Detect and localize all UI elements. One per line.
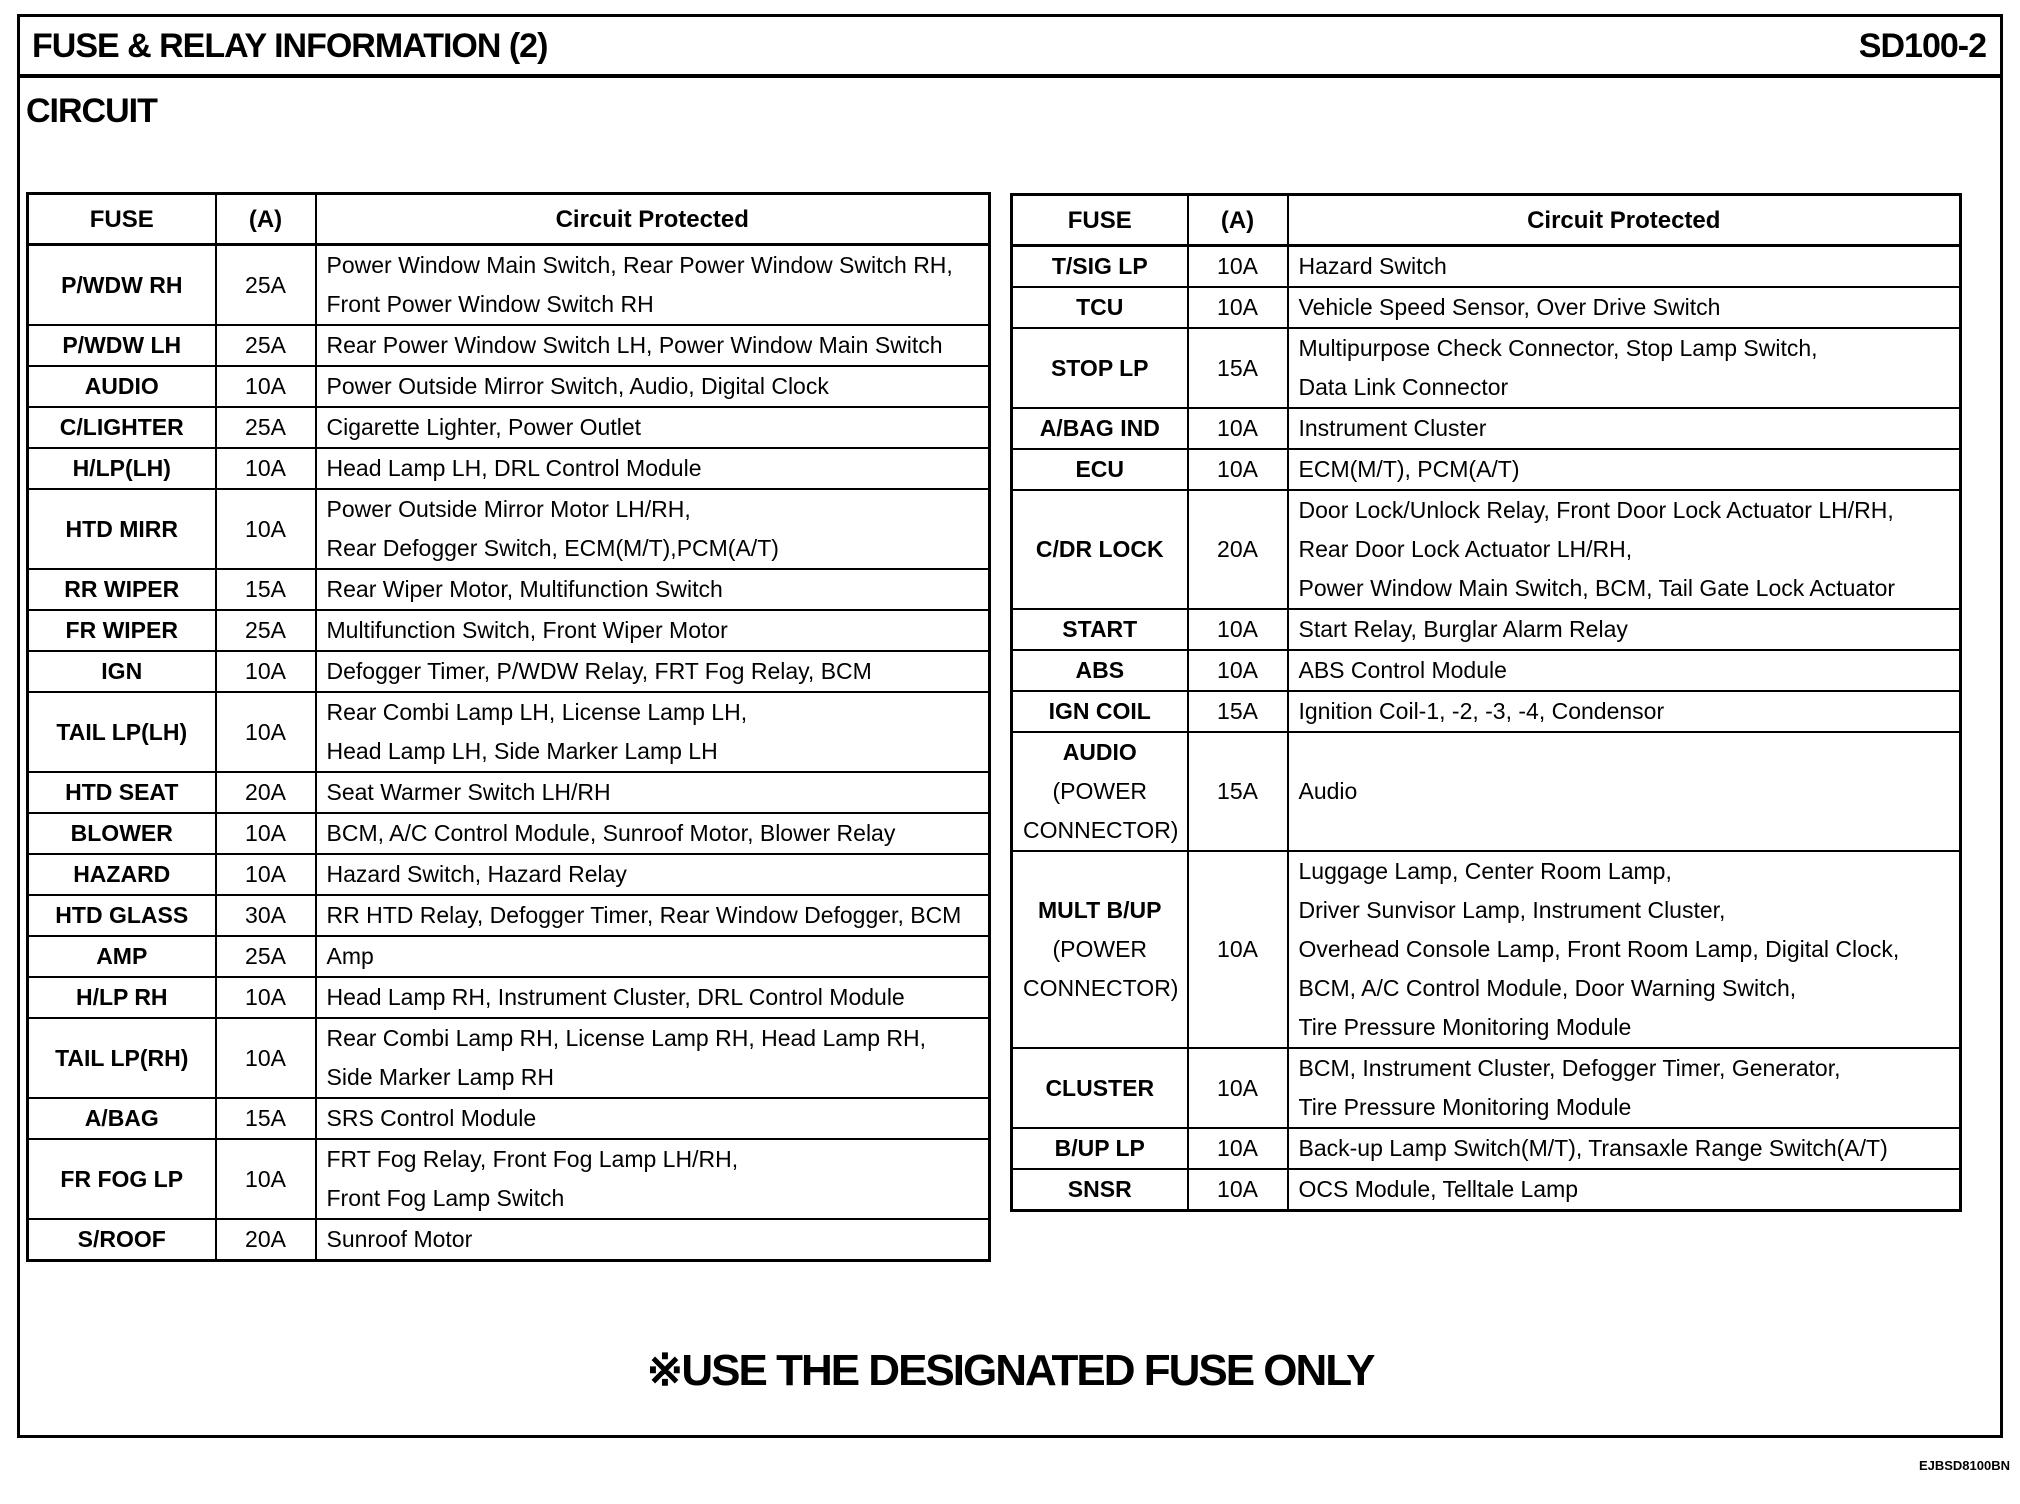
table-row <box>28 569 990 610</box>
fuse-name-cell: H/LP RH <box>28 977 216 1018</box>
table-header-row <box>1012 195 1961 246</box>
circuit-protected-cell: ECM(M/T), PCM(A/T) <box>1288 449 1961 490</box>
table-row <box>1012 1128 1961 1169</box>
amperage-cell: 10A <box>1188 246 1288 288</box>
circuit-protected-cell: Luggage Lamp, Center Room Lamp, Driver Sunvisor Lamp, Instrument Cluster, Overhead Console Lamp, Front Room Lamp, Digital Clock, BCM, A/C Control Module, Door Warning Switch, Tire Pressure Monitoring Module <box>1288 851 1961 1048</box>
fuse-table-left <box>26 192 991 1262</box>
column-header-amp: (A) <box>1188 195 1288 246</box>
table-row <box>1012 490 1961 609</box>
table-row <box>28 366 990 407</box>
amperage-cell: 10A <box>1188 1128 1288 1169</box>
section-title: CIRCUIT <box>26 92 157 130</box>
fuse-name-cell: STOP LP <box>1012 328 1188 408</box>
table-row <box>28 407 990 448</box>
fuse-name-cell: TAIL LP(LH) <box>28 692 216 772</box>
amperage-cell: 10A <box>216 977 316 1018</box>
table-row <box>28 651 990 692</box>
fuse-name-cell: A/BAG IND <box>1012 408 1188 449</box>
table-row <box>1012 851 1961 1048</box>
amperage-cell: 25A <box>216 245 316 326</box>
amperage-cell: 25A <box>216 325 316 366</box>
circuit-protected-cell: Head Lamp LH, DRL Control Module <box>316 448 990 489</box>
circuit-protected-cell: OCS Module, Telltale Lamp <box>1288 1169 1961 1211</box>
circuit-protected-cell: ABS Control Module <box>1288 650 1961 691</box>
amperage-cell: 10A <box>216 1018 316 1098</box>
header-bar <box>20 17 2000 78</box>
circuit-protected-cell: Multifunction Switch, Front Wiper Motor <box>316 610 990 651</box>
circuit-protected-cell: Vehicle Speed Sensor, Over Drive Switch <box>1288 287 1961 328</box>
circuit-protected-cell: Audio <box>1288 732 1961 851</box>
fuse-name-cell: BLOWER <box>28 813 216 854</box>
amperage-cell: 25A <box>216 407 316 448</box>
amperage-cell: 20A <box>216 772 316 813</box>
circuit-protected-cell: Rear Wiper Motor, Multifunction Switch <box>316 569 990 610</box>
column-header-circuit: Circuit Protected <box>1288 195 1961 246</box>
table-row <box>28 610 990 651</box>
table-row <box>1012 1048 1961 1128</box>
fuse-name-cell: FR WIPER <box>28 610 216 651</box>
amperage-cell: 10A <box>216 651 316 692</box>
circuit-protected-cell: Power Window Main Switch, Rear Power Window Switch RH, Front Power Window Switch RH <box>316 245 990 326</box>
table-row <box>1012 287 1961 328</box>
fuse-name-cell: FR FOG LP <box>28 1139 216 1219</box>
fuse-name-cell: HTD GLASS <box>28 895 216 936</box>
fuse-name: MULT B/UP <box>1037 897 1162 923</box>
fuse-name-cell: RR WIPER <box>28 569 216 610</box>
fuse-name-cell: P/WDW RH <box>28 245 216 326</box>
amperage-cell: 10A <box>216 1139 316 1219</box>
fuse-name-cell: IGN <box>28 651 216 692</box>
amperage-cell: 10A <box>1188 650 1288 691</box>
table-row <box>28 245 990 326</box>
amperage-cell: 20A <box>216 1219 316 1261</box>
table-row <box>1012 691 1961 732</box>
fuse-name-cell: C/LIGHTER <box>28 407 216 448</box>
circuit-protected-cell: FRT Fog Relay, Front Fog Lamp LH/RH, Front Fog Lamp Switch <box>316 1139 990 1219</box>
amperage-cell: 10A <box>1188 1169 1288 1211</box>
circuit-protected-cell: Rear Power Window Switch LH, Power Window Main Switch <box>316 325 990 366</box>
circuit-protected-cell: BCM, A/C Control Module, Sunroof Motor, Blower Relay <box>316 813 990 854</box>
table-row <box>1012 650 1961 691</box>
fuse-name-cell: T/SIG LP <box>1012 246 1188 288</box>
circuit-protected-cell: Door Lock/Unlock Relay, Front Door Lock Actuator LH/RH, Rear Door Lock Actuator LH/RH, Power Window Main Switch, BCM, Tail Gate Lock Actuator <box>1288 490 1961 609</box>
image-code: EJBSD8100BN <box>1918 1458 2010 1473</box>
amperage-cell: 15A <box>1188 732 1288 851</box>
fuse-name-cell: AUDIO <box>28 366 216 407</box>
amperage-cell: 25A <box>216 936 316 977</box>
amperage-cell: 15A <box>216 1098 316 1139</box>
table-row <box>28 772 990 813</box>
table-row <box>28 325 990 366</box>
fuse-name-cell: C/DR LOCK <box>1012 490 1188 609</box>
fuse-name-cell: IGN COIL <box>1012 691 1188 732</box>
table-row <box>28 1139 990 1219</box>
circuit-protected-cell: Multipurpose Check Connector, Stop Lamp Switch, Data Link Connector <box>1288 328 1961 408</box>
amperage-cell: 20A <box>1188 490 1288 609</box>
amperage-cell: 10A <box>1188 609 1288 650</box>
circuit-protected-cell: Back-up Lamp Switch(M/T), Transaxle Range Switch(A/T) <box>1288 1128 1961 1169</box>
amperage-cell: 10A <box>1188 408 1288 449</box>
circuit-protected-cell: RR HTD Relay, Defogger Timer, Rear Window Defogger, BCM <box>316 895 990 936</box>
circuit-protected-cell: Ignition Coil-1, -2, -3, -4, Condensor <box>1288 691 1961 732</box>
fuse-name-sub: (POWER CONNECTOR) <box>1023 936 1179 1001</box>
column-header-amp: (A) <box>216 194 316 245</box>
amperage-cell: 30A <box>216 895 316 936</box>
table-row <box>28 936 990 977</box>
fuse-name-cell: TAIL LP(RH) <box>28 1018 216 1098</box>
amperage-cell: 10A <box>216 366 316 407</box>
circuit-protected-cell: Rear Combi Lamp RH, License Lamp RH, Head Lamp RH, Side Marker Lamp RH <box>316 1018 990 1098</box>
circuit-protected-cell: Power Outside Mirror Motor LH/RH, Rear Defogger Switch, ECM(M/T),PCM(A/T) <box>316 489 990 569</box>
fuse-name-cell: AMP <box>28 936 216 977</box>
circuit-protected-cell: Sunroof Motor <box>316 1219 990 1261</box>
fuse-name-cell: HTD SEAT <box>28 772 216 813</box>
table-row <box>28 1219 990 1261</box>
table-row <box>1012 246 1961 288</box>
document-title: FUSE & RELAY INFORMATION (2) <box>32 27 548 65</box>
table-row <box>1012 328 1961 408</box>
circuit-protected-cell: Seat Warmer Switch LH/RH <box>316 772 990 813</box>
fuse-name-cell: HTD MIRR <box>28 489 216 569</box>
table-row <box>28 854 990 895</box>
table-row <box>28 692 990 772</box>
circuit-protected-cell: Power Outside Mirror Switch, Audio, Digital Clock <box>316 366 990 407</box>
fuse-name-cell: A/BAG <box>28 1098 216 1139</box>
table-row <box>1012 609 1961 650</box>
circuit-protected-cell: Hazard Switch <box>1288 246 1961 288</box>
fuse-name-cell: H/LP(LH) <box>28 448 216 489</box>
table-row <box>1012 732 1961 851</box>
table-row <box>28 448 990 489</box>
table-row <box>28 1098 990 1139</box>
fuse-name-cell: S/ROOF <box>28 1219 216 1261</box>
fuse-name-cell: SNSR <box>1012 1169 1188 1211</box>
table-header-row <box>28 194 990 245</box>
designated-fuse-note: ※USE THE DESIGNATED FUSE ONLY <box>646 1346 1374 1395</box>
table-row <box>28 813 990 854</box>
amperage-cell: 15A <box>1188 328 1288 408</box>
amperage-cell: 10A <box>216 489 316 569</box>
table-row <box>28 895 990 936</box>
table-row <box>1012 1169 1961 1211</box>
circuit-protected-cell: Hazard Switch, Hazard Relay <box>316 854 990 895</box>
circuit-protected-cell: Cigarette Lighter, Power Outlet <box>316 407 990 448</box>
fuse-table-right <box>1010 193 1962 1212</box>
amperage-cell: 10A <box>216 448 316 489</box>
fuse-name-cell <box>1012 851 1188 1048</box>
column-header-fuse: FUSE <box>1012 195 1188 246</box>
fuse-name-cell: P/WDW LH <box>28 325 216 366</box>
amperage-cell: 10A <box>1188 287 1288 328</box>
table-row <box>28 489 990 569</box>
amperage-cell: 10A <box>216 692 316 772</box>
column-header-circuit: Circuit Protected <box>316 194 990 245</box>
fuse-name-cell: ABS <box>1012 650 1188 691</box>
circuit-protected-cell: Start Relay, Burglar Alarm Relay <box>1288 609 1961 650</box>
document-code: SD100-2 <box>1858 27 1986 65</box>
fuse-name-cell: TCU <box>1012 287 1188 328</box>
circuit-protected-cell: Head Lamp RH, Instrument Cluster, DRL Control Module <box>316 977 990 1018</box>
fuse-name-cell <box>1012 732 1188 851</box>
circuit-protected-cell: Rear Combi Lamp LH, License Lamp LH, Head Lamp LH, Side Marker Lamp LH <box>316 692 990 772</box>
circuit-protected-cell: Defogger Timer, P/WDW Relay, FRT Fog Relay, BCM <box>316 651 990 692</box>
amperage-cell: 25A <box>216 610 316 651</box>
circuit-protected-cell: Instrument Cluster <box>1288 408 1961 449</box>
fuse-name-sub: (POWER CONNECTOR) <box>1023 778 1179 843</box>
fuse-name-cell: HAZARD <box>28 854 216 895</box>
amperage-cell: 15A <box>1188 691 1288 732</box>
amperage-cell: 10A <box>216 854 316 895</box>
fuse-name-cell: B/UP LP <box>1012 1128 1188 1169</box>
amperage-cell: 10A <box>1188 1048 1288 1128</box>
table-row <box>1012 408 1961 449</box>
column-header-fuse: FUSE <box>28 194 216 245</box>
amperage-cell: 10A <box>1188 851 1288 1048</box>
fuse-name-cell: ECU <box>1012 449 1188 490</box>
circuit-protected-cell: Amp <box>316 936 990 977</box>
fuse-name: AUDIO <box>1062 739 1137 765</box>
table-row <box>1012 449 1961 490</box>
table-row <box>28 1018 990 1098</box>
circuit-protected-cell: SRS Control Module <box>316 1098 990 1139</box>
amperage-cell: 10A <box>216 813 316 854</box>
fuse-name-cell: START <box>1012 609 1188 650</box>
circuit-protected-cell: BCM, Instrument Cluster, Defogger Timer, Generator, Tire Pressure Monitoring Module <box>1288 1048 1961 1128</box>
amperage-cell: 10A <box>1188 449 1288 490</box>
amperage-cell: 15A <box>216 569 316 610</box>
table-row <box>28 977 990 1018</box>
fuse-name-cell: CLUSTER <box>1012 1048 1188 1128</box>
